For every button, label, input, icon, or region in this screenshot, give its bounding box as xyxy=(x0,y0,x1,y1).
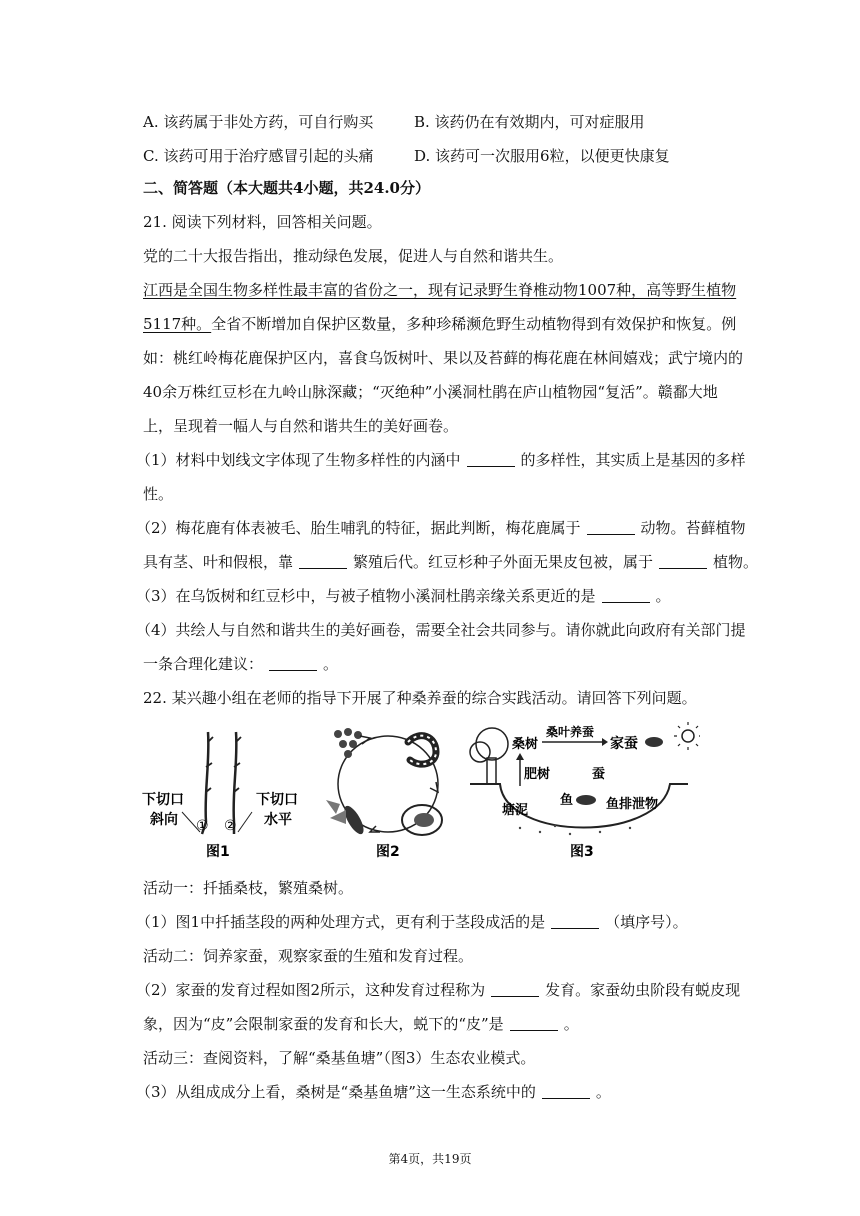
fig1-num-2: ② xyxy=(224,818,237,834)
fig1-label-right-1: 下切口 xyxy=(256,792,298,808)
answer-blank[interactable] xyxy=(551,914,599,929)
answer-blank[interactable] xyxy=(491,982,539,997)
fig3-feishu: 肥树 xyxy=(524,767,551,782)
figure-3 xyxy=(470,722,700,860)
answer-blank[interactable] xyxy=(467,452,515,467)
sub-text: （填序号）。 xyxy=(605,913,688,931)
sub-text: 。 xyxy=(323,655,339,673)
pointer-line xyxy=(238,812,252,832)
sub-text: 植物。 xyxy=(713,553,759,571)
q22-sub1 xyxy=(136,912,688,932)
option-d: D. 该药可一次服用6粒，以便更快康复 xyxy=(414,147,670,165)
q21-sub1-cont: 性。 xyxy=(143,485,174,503)
sub-text: 动物。苔藓植物 xyxy=(640,519,746,537)
option-a: A. 该药属于非处方药，可自行购买 xyxy=(143,113,374,131)
section-heading: 二、简答题（本大题共4小题，共24.0分） xyxy=(143,179,430,197)
fig3-yupai: 鱼排泄物 xyxy=(606,797,659,812)
underlined-text: 5117种。 xyxy=(143,315,212,333)
arrow-head xyxy=(516,753,524,760)
eggs-icon xyxy=(334,728,362,758)
q22-sub3 xyxy=(136,1082,611,1102)
q21-sub4-cont xyxy=(143,654,338,674)
option-b: B. 该药仍在有效期内，可对症服用 xyxy=(414,113,645,131)
fig1-caption: 图1 xyxy=(206,844,230,860)
fig1-label-left-1: 下切口 xyxy=(142,792,184,808)
q21-underlined-line-1 xyxy=(143,280,736,300)
answer-blank[interactable] xyxy=(659,554,707,569)
fig3-can: 蚕 xyxy=(592,767,606,782)
fig1-label-right-2: 水平 xyxy=(264,812,292,828)
sub-text: 。 xyxy=(655,587,671,605)
sub-text: 发育。家蚕幼虫阶段有蜕皮现 xyxy=(545,981,741,999)
q21-paragraph-4: 40余万株红豆杉在九岭山脉深藏；“灭绝种”小溪洞杜鹃在庐山植物园“复活”。赣鄱大地 xyxy=(143,383,718,401)
fig3-caption: 图3 xyxy=(570,844,594,860)
answer-blank[interactable] xyxy=(269,656,317,671)
answer-blank[interactable] xyxy=(299,554,347,569)
sub-text: 具有茎、叶和假根，靠 xyxy=(143,553,294,571)
sub-text: （3）在乌饭树和红豆杉中，与被子植物小溪洞杜鹃亲缘关系更近的是 xyxy=(136,587,596,605)
sub-text: （1）图1中扦插茎段的两种处理方式，更有利于茎段成活的是 xyxy=(136,913,546,931)
q21-sub2-cont xyxy=(143,552,758,572)
fig3-arrow-label: 桑叶养蚕 xyxy=(546,725,595,739)
mulberry-tree-icon xyxy=(470,728,508,784)
arrow-head xyxy=(602,738,608,746)
sub-text: 一条合理化建议： xyxy=(143,655,264,673)
sun-icon xyxy=(674,722,700,750)
q22-activity-3: 活动三：查阅资料，了解“桑基鱼塘”（图3）生态农业模式。 xyxy=(143,1049,536,1067)
fish-icon xyxy=(576,795,596,805)
silkworm-larva-icon xyxy=(408,736,436,764)
fig3-tangni: 塘泥 xyxy=(502,803,529,818)
cocoon-pupa-icon xyxy=(402,805,442,835)
sub-text: （1）材料中划线文字体现了生物多样性的内涵中 xyxy=(136,451,461,469)
q21-paragraph-3: 如：桃红岭梅花鹿保护区内，喜食乌饭树叶、果以及苔藓的梅花鹿在林间嬉戏；武宁境内的 xyxy=(143,349,744,367)
sub-text: （2）家蚕的发育过程如图2所示，这种发育过程称为 xyxy=(136,981,486,999)
fig1-num-1: ① xyxy=(196,818,209,834)
fig1-label-left-2: 斜向 xyxy=(150,812,178,828)
q21-paragraph-5: 上，呈现着一幅人与自然和谐共生的美好画卷。 xyxy=(143,417,459,435)
sub-text: （2）梅花鹿有体表被毛、胎生哺乳的特征，据此判断，梅花鹿属于 xyxy=(136,519,581,537)
q21-underlined-line-2 xyxy=(143,314,736,334)
fig3-sang: 桑树 xyxy=(512,737,539,752)
q22-sub2 xyxy=(136,980,740,1000)
fig3-jiacan: 家蚕 xyxy=(610,736,638,752)
q22-sub2-cont xyxy=(143,1014,579,1034)
silkworm-icon xyxy=(645,737,663,747)
figure-2 xyxy=(326,728,442,860)
q22-activity-1: 活动一：扦插桑枝，繁殖桑树。 xyxy=(143,879,354,897)
fig3-yu: 鱼 xyxy=(560,793,574,808)
answer-blank[interactable] xyxy=(602,588,650,603)
q21-paragraph-1: 党的二十大报告指出，推动绿色发展，促进人与自然和谐共生。 xyxy=(143,247,564,265)
q21-sub3 xyxy=(136,586,671,606)
sub-text: 象，因为“皮”会限制家蚕的发育和长大，蜕下的“皮”是 xyxy=(143,1015,504,1033)
q21-sub1 xyxy=(136,450,746,470)
cycle-arrow xyxy=(430,782,438,792)
sub-text: 繁殖后代。红豆杉种子外面无果皮包被，属于 xyxy=(353,553,654,571)
q22-figures xyxy=(140,722,700,867)
underlined-text: 江西是全国生物多样性最丰富的省份之一，现有记录野生脊椎动物1007种，高等野生植物 xyxy=(143,281,737,299)
page-footer: 第4页，共19页 xyxy=(388,1152,472,1166)
sub-text: 。 xyxy=(563,1015,579,1033)
sub-text: 的多样性，其实质上是基因的多样 xyxy=(520,451,746,469)
fig2-caption: 图2 xyxy=(376,844,400,860)
q21-sub4: （4）共绘人与自然和谐共生的美好画卷，需要全社会共同参与。请你就此向政府有关部门提 xyxy=(136,621,746,639)
answer-blank[interactable] xyxy=(510,1016,558,1031)
q21-sub2 xyxy=(136,518,746,538)
figure-1 xyxy=(142,732,298,860)
moth-icon xyxy=(326,800,367,837)
paragraph-text: 全省不断增加自保护区数量，多种珍稀濒危野生动植物得到有效保护和恢复。例 xyxy=(211,315,737,333)
sub-text: 。 xyxy=(595,1083,611,1101)
option-c: C. 该药可用于治疗感冒引起的头痛 xyxy=(143,147,374,165)
q21-stem: 21. 阅读下列材料，回答相关问题。 xyxy=(143,213,382,231)
q22-stem: 22. 某兴趣小组在老师的指导下开展了种桑养蚕的综合实践活动。请回答下列问题。 xyxy=(143,689,697,707)
q22-activity-2: 活动二：饲养家蚕，观察家蚕的生殖和发育过程。 xyxy=(143,947,474,965)
answer-blank[interactable] xyxy=(542,1084,590,1099)
answer-blank[interactable] xyxy=(587,520,635,535)
sub-text: （3）从组成成分上看，桑树是“桑基鱼塘”这一生态系统中的 xyxy=(136,1083,536,1101)
